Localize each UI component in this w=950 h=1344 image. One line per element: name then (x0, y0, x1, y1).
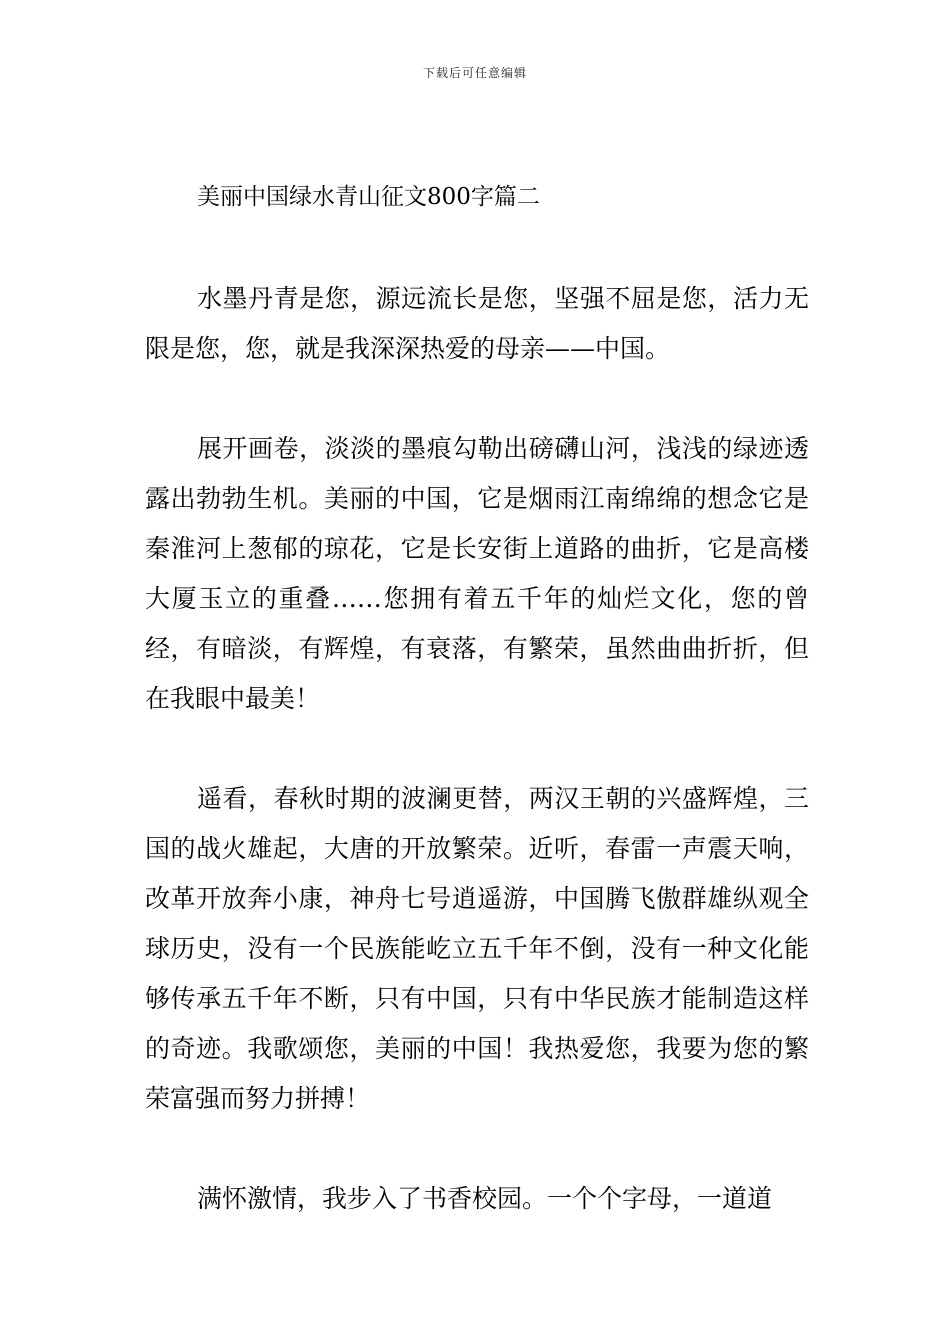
document-body (145, 274, 809, 1224)
paragraph-1: 水墨丹青是您，源远流长是您，坚强不屈是您，活力无限是您，您，就是我深深热爱的母亲——中国。 (145, 284, 809, 363)
document-title: 美丽中国绿水青山征文800字篇二 (197, 184, 540, 210)
paragraph-2: 展开画卷，淡淡的墨痕勾勒出磅礴山河，浅浅的绿迹透露出勃勃生机。美丽的中国，它是烟雨江南绵绵的想念它是秦淮河上葱郁的琼花，它是长安街上道路的曲折，它是高楼大厦玉立的重叠……您拥有着五千年的灿烂文化，您的曾经，有暗淡，有辉煌，有衰落，有繁荣，虽然曲曲折折，但在我眼中最美！ (145, 434, 809, 713)
paragraph-4: 满怀激情，我步入了书香校园。一个个字母，一道道 (197, 1184, 773, 1213)
paragraph-3: 遥看，春秋时期的波澜更替，两汉王朝的兴盛辉煌，三国的战火雄起，大唐的开放繁荣。近听，春雷一声震天响，改革开放奔小康，神舟七号逍遥游，中国腾飞傲群雄纵观全球历史，没有一个民族能屹立五千年不倒，没有一种文化能够传承五千年不断，只有中国，只有中华民族才能制造这样的奇迹。我歌颂您，美丽的中国！我热爱您，我要为您的繁荣富强而努力拼搏！ (145, 784, 809, 1113)
header-note: 下载后可任意编辑 (422, 66, 527, 80)
